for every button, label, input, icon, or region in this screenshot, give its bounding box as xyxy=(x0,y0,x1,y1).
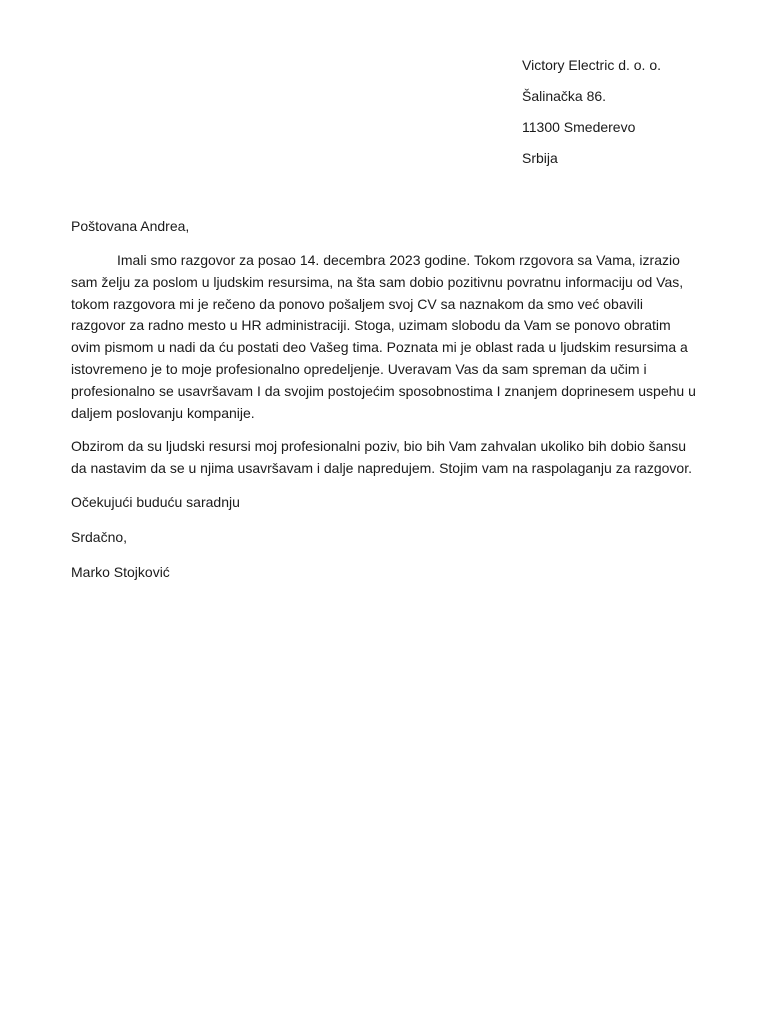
recipient-city: 11300 Smederevo xyxy=(522,119,636,135)
recipient-address xyxy=(522,55,752,179)
letter-body xyxy=(71,216,701,597)
recipient-company: Victory Electric d. o. o. xyxy=(522,57,662,73)
paragraph-2: Obzirom da su ljudski resursi moj profesionalni poziv, bio bih Vam zahvalan ukoliko bih dobio šansu da nastavim da se u njima usavršavam i dalje napredujem. Stojim vam na raspolaganju za razgovor. xyxy=(71,438,692,477)
recipient-street: Šalinačka 86. xyxy=(522,88,607,104)
paragraph-1: Imali smo razgovor za posao 14. decembra 2023 godine. Tokom rzgovora sa Vama, izrazio sam želju za poslom u ljudskim resursima, na šta sam dobio pozitivnu povratnu informaciju od Vas, tokom razgovora mi je rečeno da ponovo pošaljem svoj CV sa naznakom da smo već obavili razgovor za radno mesto u HR administraciji. Stoga, uzimam slobodu da Vam se ponovo obratim ovim pismom u nadi da ću postati deo Vašeg tima. Poznata mi je oblast rada u ljudskim resursima a istovremeno je to moje profesionalno opredeljenje. Uveravam Vas da sam spreman da učim i profesionalno se usavršavam I da svojim postojećim sposobnostima I znanjem doprinesem uspehu u daljem poslovanju kompanije. xyxy=(71,252,696,421)
signature-name: Marko Stojković xyxy=(71,563,170,580)
salutation: Poštovana Andrea, xyxy=(71,218,190,234)
recipient-country: Srbija xyxy=(522,150,558,166)
closing-line: Očekujući buduću saradnju xyxy=(71,493,240,510)
sign-off: Srdačno, xyxy=(71,528,128,545)
